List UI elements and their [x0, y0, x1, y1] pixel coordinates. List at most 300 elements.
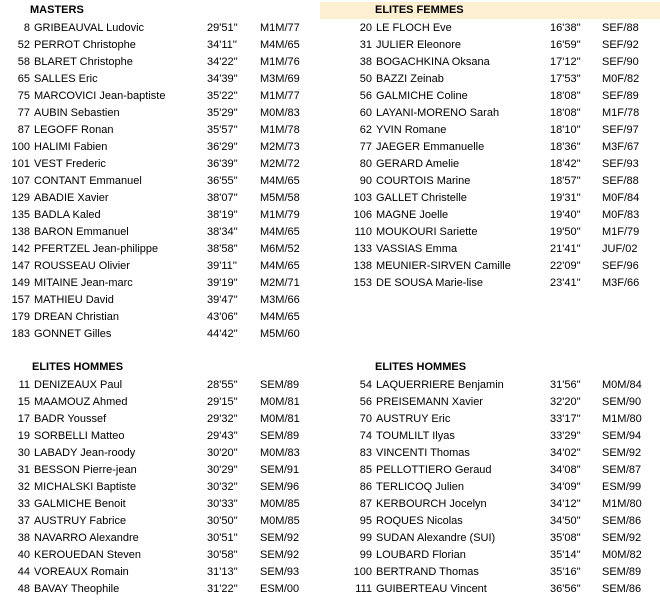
result-row: [320, 37, 660, 54]
category-cell: SEM/94: [602, 430, 642, 442]
time-cell: 34'12'': [550, 498, 581, 510]
rank-cell: 95: [359, 515, 372, 527]
result-row: [0, 258, 318, 275]
result-row: [0, 122, 318, 139]
result-row: [0, 173, 318, 190]
athlete-name-cell: GRIBEAUVAL Ludovic: [34, 22, 145, 34]
rank-cell: 77: [17, 107, 30, 119]
result-row: [0, 156, 318, 173]
time-cell: 30'20'': [207, 447, 238, 459]
result-row: [0, 377, 318, 394]
time-cell: 32'20'': [550, 396, 581, 408]
category-cell: M0M/81: [260, 413, 300, 425]
category-cell: M1M/77: [260, 90, 300, 102]
panel-elites-hommes-2: [320, 357, 660, 598]
time-cell: 30'51'': [207, 532, 238, 544]
category-cell: SEM/92: [260, 549, 300, 561]
rank-cell: 44: [17, 566, 30, 578]
athlete-name-cell: BARON Emmanuel: [34, 226, 129, 238]
rank-cell: 33: [17, 498, 30, 510]
rank-cell: 37: [17, 515, 30, 527]
athlete-name-cell: PFERTZEL Jean-philippe: [34, 243, 159, 255]
result-row: [0, 564, 318, 581]
time-cell: 18'08'': [550, 90, 581, 102]
time-cell: 29'32'': [207, 413, 238, 425]
athlete-name-cell: LAYANI-MORENO Sarah: [376, 107, 500, 119]
time-cell: 36'55'': [207, 175, 238, 187]
time-cell: 29'15'': [207, 396, 238, 408]
time-cell: 36'56'': [550, 583, 581, 595]
rank-cell: 77: [359, 141, 372, 153]
athlete-name-cell: CONTANT Emmanuel: [34, 175, 142, 187]
rank-cell: 85: [359, 464, 372, 476]
category-cell: M6M/52: [260, 243, 300, 255]
result-row: [0, 37, 318, 54]
result-row: [0, 462, 318, 479]
result-row: [320, 71, 660, 88]
athlete-name-cell: KERBOURCH Jocelyn: [376, 498, 487, 510]
time-cell: 34'22'': [207, 56, 238, 68]
rank-cell: 100: [353, 566, 372, 578]
time-cell: 36'29'': [207, 141, 238, 153]
result-row: [0, 292, 318, 309]
time-cell: 23'41'': [550, 277, 581, 289]
time-cell: 35'08'': [550, 532, 581, 544]
time-cell: 35'16'': [550, 566, 581, 578]
category-cell: M0M/82: [602, 549, 642, 561]
time-cell: 18'42'': [550, 158, 581, 170]
result-row: [0, 581, 318, 598]
rank-cell: 8: [23, 22, 30, 34]
time-cell: 18'10'': [550, 124, 581, 136]
category-cell: M4M/65: [260, 226, 300, 238]
time-cell: 38'19'': [207, 209, 238, 221]
result-row: [320, 377, 660, 394]
athlete-name-cell: DENIZEAUX Paul: [34, 379, 123, 391]
result-row: [320, 428, 660, 445]
rank-cell: 129: [11, 192, 30, 204]
result-row: [0, 71, 318, 88]
athlete-name-cell: NAVARRO Alexandre: [34, 532, 139, 544]
time-cell: 19'40'': [550, 209, 581, 221]
athlete-name-cell: GUIBERTEAU Vincent: [376, 583, 487, 595]
result-row: [0, 326, 318, 343]
time-cell: 38'58'': [207, 243, 238, 255]
category-cell: SEM/92: [602, 447, 642, 459]
athlete-name-cell: GALLET Christelle: [376, 192, 467, 204]
result-row: [320, 20, 660, 37]
athlete-name-cell: LE FLOCH Eve: [376, 22, 452, 34]
category-cell: SEM/96: [260, 481, 300, 493]
category-cell: M4M/65: [260, 260, 300, 272]
rank-cell: 75: [17, 90, 30, 102]
result-row: [320, 105, 660, 122]
result-row: [320, 445, 660, 462]
category-cell: SEM/92: [260, 532, 300, 544]
athlete-name-cell: KEROUEDAN Steven: [34, 549, 141, 561]
athlete-name-cell: SALLES Eric: [34, 73, 98, 85]
time-cell: 30'58'': [207, 549, 238, 561]
athlete-name-cell: VEST Frederic: [34, 158, 106, 170]
time-cell: 31'13'': [207, 566, 238, 578]
result-row: [320, 275, 660, 292]
rank-cell: 99: [359, 549, 372, 561]
category-cell: M2M/72: [260, 158, 300, 170]
rank-cell: 74: [359, 430, 372, 442]
rank-cell: 100: [11, 141, 30, 153]
rank-cell: 56: [359, 90, 372, 102]
category-cell: SEF/93: [602, 158, 639, 170]
result-row: [320, 122, 660, 139]
athlete-name-cell: SORBELLI Matteo: [34, 430, 125, 442]
result-row: [320, 88, 660, 105]
result-row: [0, 105, 318, 122]
athlete-name-cell: GONNET Gilles: [34, 328, 112, 340]
category-cell: M5M/58: [260, 192, 300, 204]
panel-title: ELITES HOMMES: [375, 361, 467, 373]
category-cell: SEM/89: [602, 566, 642, 578]
rank-cell: 54: [359, 379, 372, 391]
athlete-name-cell: BESSON Pierre-jean: [34, 464, 137, 476]
result-row: [320, 394, 660, 411]
athlete-name-cell: DE SOUSA Marie-lise: [376, 277, 483, 289]
rank-cell: 142: [11, 243, 30, 255]
result-row: [320, 258, 660, 275]
rank-cell: 90: [359, 175, 372, 187]
time-cell: 34'08'': [550, 464, 581, 476]
time-cell: 30'50'': [207, 515, 238, 527]
rank-cell: 107: [11, 175, 30, 187]
athlete-name-cell: LAQUERRIERE Benjamin: [376, 379, 504, 391]
athlete-name-cell: DREAN Christian: [34, 311, 119, 323]
result-row: [0, 428, 318, 445]
result-row: [320, 462, 660, 479]
panel-title: MASTERS: [30, 4, 84, 16]
category-cell: SEF/92: [602, 39, 639, 51]
category-cell: M4M/65: [260, 39, 300, 51]
rank-cell: 17: [17, 413, 30, 425]
category-cell: SEM/89: [260, 379, 300, 391]
category-cell: JUF/02: [602, 243, 638, 255]
time-cell: 33'17'': [550, 413, 581, 425]
time-cell: 29'51'': [207, 22, 238, 34]
category-cell: M3M/66: [260, 294, 300, 306]
time-cell: 34'39'': [207, 73, 238, 85]
athlete-name-cell: BAZZI Zeinab: [376, 73, 444, 85]
time-cell: 19'50'': [550, 226, 581, 238]
time-cell: 38'07'': [207, 192, 238, 204]
rank-cell: 138: [11, 226, 30, 238]
result-row: [0, 20, 318, 37]
rank-cell: 31: [17, 464, 30, 476]
athlete-name-cell: VASSIAS Emma: [376, 243, 458, 255]
time-cell: 19'31'': [550, 192, 581, 204]
category-cell: SEF/97: [602, 124, 639, 136]
rank-cell: 179: [11, 311, 30, 323]
panel-title: ELITES HOMMES: [32, 361, 124, 373]
rank-cell: 99: [359, 532, 372, 544]
athlete-name-cell: TOUMLILT Ilyas: [376, 430, 455, 442]
time-cell: 39'47'': [207, 294, 238, 306]
category-cell: M5M/60: [260, 328, 300, 340]
athlete-name-cell: BERTRAND Thomas: [376, 566, 479, 578]
result-row: [0, 496, 318, 513]
result-row: [0, 54, 318, 71]
time-cell: 39'19'': [207, 277, 238, 289]
rank-cell: 133: [353, 243, 372, 255]
athlete-name-cell: AUSTRUY Fabrice: [34, 515, 127, 527]
category-cell: SEM/91: [260, 464, 300, 476]
result-row: [320, 564, 660, 581]
athlete-name-cell: ROUSSEAU Olivier: [34, 260, 130, 272]
athlete-name-cell: AUBIN Sebastien: [34, 107, 120, 119]
athlete-name-cell: SUDAN Alexandre (SUI): [376, 532, 496, 544]
result-row: [320, 547, 660, 564]
rank-cell: 87: [359, 498, 372, 510]
category-cell: M1M/79: [260, 209, 300, 221]
time-cell: 34'09'': [550, 481, 581, 493]
athlete-name-cell: MOUKOURI Sariette: [376, 226, 478, 238]
rank-cell: 86: [359, 481, 372, 493]
time-cell: 35'14'': [550, 549, 581, 561]
category-cell: SEM/86: [602, 515, 642, 527]
rank-cell: 50: [359, 73, 372, 85]
rank-cell: 147: [11, 260, 30, 272]
rank-cell: 60: [359, 107, 372, 119]
category-cell: SEF/88: [602, 22, 639, 34]
rank-cell: 56: [359, 396, 372, 408]
category-cell: M1M/77: [260, 22, 300, 34]
athlete-name-cell: BAVAY Theophile: [34, 583, 120, 595]
category-cell: M1M/78: [260, 124, 300, 136]
category-cell: M0M/84: [602, 379, 642, 391]
time-cell: 30'29'': [207, 464, 238, 476]
category-cell: SEM/93: [260, 566, 300, 578]
time-cell: 28'55'': [207, 379, 238, 391]
category-cell: SEF/90: [602, 56, 639, 68]
rank-cell: 153: [353, 277, 372, 289]
category-cell: M0F/83: [602, 209, 640, 221]
time-cell: 30'32'': [207, 481, 238, 493]
time-cell: 33'29'': [550, 430, 581, 442]
athlete-name-cell: PERROT Christophe: [34, 39, 136, 51]
rank-cell: 70: [359, 413, 372, 425]
result-row: [0, 547, 318, 564]
category-cell: SEM/90: [602, 396, 642, 408]
category-cell: M1M/80: [602, 413, 642, 425]
category-cell: M3F/67: [602, 141, 640, 153]
result-row: [0, 479, 318, 496]
time-cell: 22'09'': [550, 260, 581, 272]
time-cell: 17'53'': [550, 73, 581, 85]
rank-cell: 135: [11, 209, 30, 221]
athlete-name-cell: JULIER Eleonore: [376, 39, 461, 51]
panel-title-bar: [0, 2, 318, 19]
athlete-name-cell: LABADY Jean-roody: [34, 447, 136, 459]
rank-cell: 20: [359, 22, 372, 34]
result-row: [320, 411, 660, 428]
athlete-name-cell: MITAINE Jean-marc: [34, 277, 133, 289]
athlete-name-cell: MICHALSKI Baptiste: [34, 481, 137, 493]
time-cell: 35'22'': [207, 90, 238, 102]
category-cell: SEM/86: [602, 583, 642, 595]
result-row: [320, 530, 660, 547]
athlete-name-cell: ROQUES Nicolas: [376, 515, 463, 527]
panel-title: ELITES FEMMES: [375, 4, 464, 16]
athlete-name-cell: PELLOTTIERO Geraud: [376, 464, 492, 476]
category-cell: SEF/88: [602, 175, 639, 187]
rank-cell: 183: [11, 328, 30, 340]
athlete-name-cell: GERARD Amelie: [376, 158, 460, 170]
time-cell: 35'29'': [207, 107, 238, 119]
category-cell: M2M/73: [260, 141, 300, 153]
result-row: [320, 156, 660, 173]
result-row: [0, 394, 318, 411]
result-row: [320, 479, 660, 496]
panel-elites-hommes-1: [0, 357, 318, 598]
time-cell: 18'36'': [550, 141, 581, 153]
result-row: [0, 207, 318, 224]
time-cell: 31'22'': [207, 583, 238, 595]
category-cell: SEM/92: [602, 532, 642, 544]
result-row: [320, 513, 660, 530]
result-row: [0, 411, 318, 428]
rank-cell: 58: [17, 56, 30, 68]
category-cell: M0F/84: [602, 192, 640, 204]
result-row: [320, 190, 660, 207]
athlete-name-cell: LEGOFF Ronan: [34, 124, 114, 136]
category-cell: ESM/99: [602, 481, 642, 493]
athlete-name-cell: BADR Youssef: [34, 413, 107, 425]
panel-elites-femmes: [320, 0, 660, 292]
rank-cell: 103: [353, 192, 372, 204]
result-row: [0, 513, 318, 530]
time-cell: 43'06'': [207, 311, 238, 323]
athlete-name-cell: JAEGER Emmanuelle: [376, 141, 485, 153]
result-row: [0, 309, 318, 326]
time-cell: 31'56'': [550, 379, 581, 391]
time-cell: 34'02'': [550, 447, 581, 459]
athlete-name-cell: BLARET Christophe: [34, 56, 133, 68]
result-row: [320, 241, 660, 258]
time-cell: 16'59'': [550, 39, 581, 51]
category-cell: M0M/81: [260, 396, 300, 408]
category-cell: M4M/65: [260, 311, 300, 323]
athlete-name-cell: BOGACHKINA Oksana: [376, 56, 490, 68]
rank-cell: 32: [17, 481, 30, 493]
category-cell: M2M/71: [260, 277, 300, 289]
category-cell: M1F/79: [602, 226, 640, 238]
rank-cell: 157: [11, 294, 30, 306]
category-cell: M0M/85: [260, 515, 300, 527]
athlete-name-cell: GALMICHE Benoit: [34, 498, 126, 510]
category-cell: SEF/89: [602, 90, 639, 102]
category-cell: M3F/66: [602, 277, 640, 289]
time-cell: 38'34'': [207, 226, 238, 238]
category-cell: M1M/80: [602, 498, 642, 510]
category-cell: ESM/00: [260, 583, 300, 595]
rank-cell: 111: [355, 583, 372, 595]
time-cell: 21'41'': [550, 243, 581, 255]
result-row: [320, 581, 660, 598]
time-cell: 16'38'': [550, 22, 581, 34]
result-row: [0, 275, 318, 292]
time-cell: 34'11'': [207, 39, 237, 51]
athlete-name-cell: VOREAUX Romain: [34, 566, 129, 578]
athlete-name-cell: YVIN Romane: [376, 124, 447, 136]
time-cell: 35'57'': [207, 124, 238, 136]
rank-cell: 11: [18, 379, 30, 391]
rank-cell: 110: [354, 226, 372, 238]
rank-cell: 80: [359, 158, 372, 170]
athlete-name-cell: TERLICOQ Julien: [376, 481, 465, 493]
athlete-name-cell: BADLA Kaled: [34, 209, 101, 221]
result-row: [0, 88, 318, 105]
rank-cell: 19: [17, 430, 30, 442]
category-cell: M4M/65: [260, 175, 300, 187]
rank-cell: 83: [359, 447, 372, 459]
time-cell: 17'12'': [550, 56, 581, 68]
result-row: [0, 445, 318, 462]
athlete-name-cell: GALMICHE Coline: [376, 90, 468, 102]
category-cell: SEM/87: [602, 464, 642, 476]
category-cell: M0M/83: [260, 107, 300, 119]
time-cell: 29'43'': [207, 430, 238, 442]
athlete-name-cell: HALIMI Fabien: [34, 141, 108, 153]
time-cell: 34'50'': [550, 515, 581, 527]
result-row: [0, 241, 318, 258]
category-cell: M1M/76: [260, 56, 300, 68]
rank-cell: 149: [11, 277, 30, 289]
time-cell: 18'57'': [550, 175, 581, 187]
rank-cell: 106: [353, 209, 372, 221]
athlete-name-cell: COURTOIS Marine: [376, 175, 471, 187]
athlete-name-cell: MEUNIER-SIRVEN Camille: [376, 260, 511, 272]
rank-cell: 38: [359, 56, 372, 68]
athlete-name-cell: LOUBARD Florian: [376, 549, 466, 561]
category-cell: M0M/83: [260, 447, 300, 459]
result-row: [320, 207, 660, 224]
athlete-name-cell: ABADIE Xavier: [34, 192, 109, 204]
panel-masters: [0, 0, 318, 343]
time-cell: 18'08'': [550, 107, 581, 119]
athlete-name-cell: MAAMOUZ Ahmed: [34, 396, 128, 408]
rank-cell: 40: [17, 549, 30, 561]
athlete-name-cell: MARCOVICI Jean-baptiste: [34, 90, 166, 102]
rank-cell: 48: [17, 583, 30, 595]
result-row: [0, 190, 318, 207]
athlete-name-cell: MATHIEU David: [34, 294, 114, 306]
category-cell: M1F/78: [602, 107, 640, 119]
result-row: [320, 173, 660, 190]
athlete-name-cell: AUSTRUY Eric: [376, 413, 451, 425]
time-cell: 39'11'': [207, 260, 237, 272]
category-cell: M0F/82: [602, 73, 640, 85]
result-row: [0, 530, 318, 547]
category-cell: M3M/69: [260, 73, 300, 85]
rank-cell: 101: [11, 158, 30, 170]
rank-cell: 65: [17, 73, 30, 85]
rank-cell: 31: [359, 39, 372, 51]
rank-cell: 38: [17, 532, 30, 544]
category-cell: M0M/85: [260, 498, 300, 510]
time-cell: 36'39'': [207, 158, 238, 170]
result-row: [0, 139, 318, 156]
time-cell: 30'33'': [207, 498, 238, 510]
result-row: [320, 54, 660, 71]
result-row: [320, 139, 660, 156]
rank-cell: 138: [353, 260, 372, 272]
